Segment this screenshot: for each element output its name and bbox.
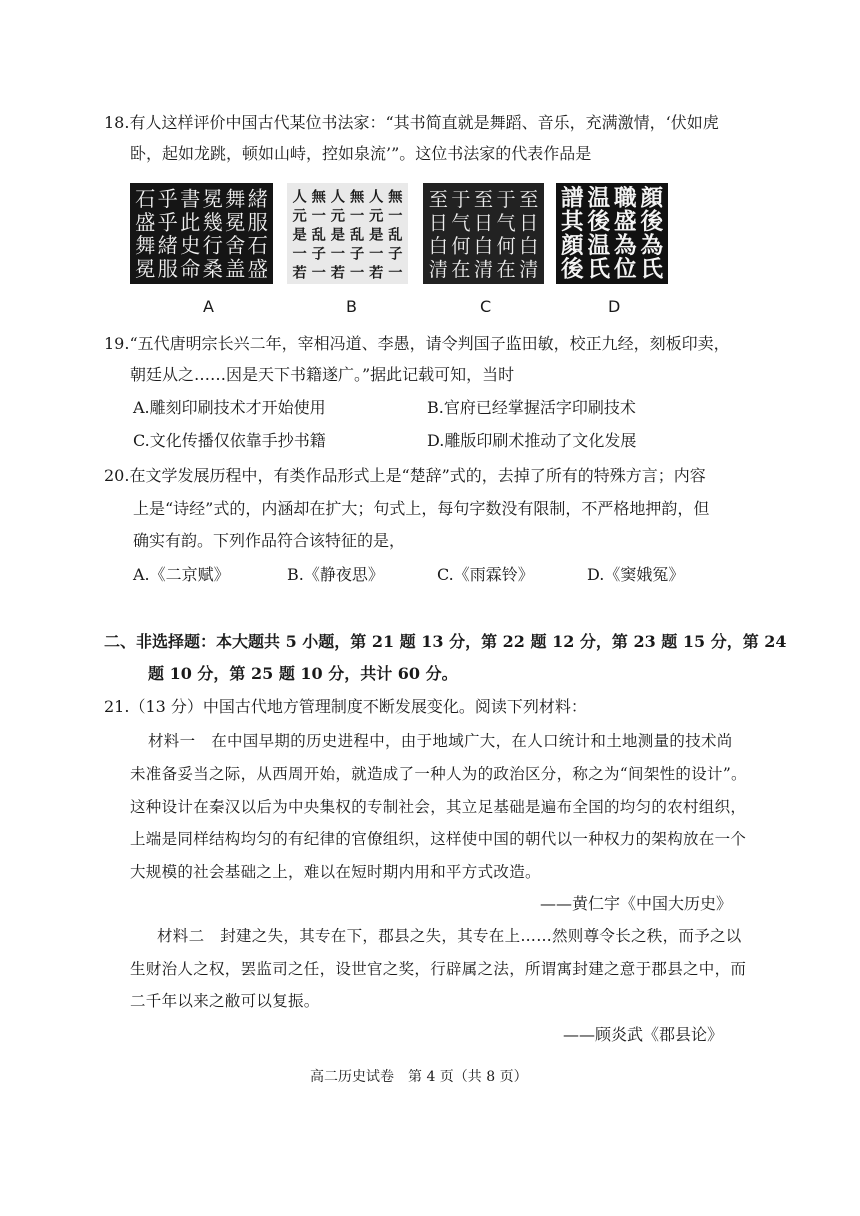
option-label-a: A (203, 297, 214, 316)
calligraphy-glyph: 何 (451, 234, 471, 258)
calligraphy-glyph: 人 (330, 189, 346, 206)
q19-stem-line1: 19.“五代唐明宗长兴二年，宰相冯道、李愚，请令判国子监田敏，校正九经，刻板印卖， (104, 334, 730, 353)
calligraphy-glyph: 乱 (349, 227, 365, 244)
calligraphy-glyph: 後 (560, 256, 584, 283)
calligraphy-image-b (287, 183, 408, 284)
calligraphy-glyph: 元 (330, 208, 346, 225)
calligraphy-glyph: 冕 (202, 187, 223, 212)
material2-line2: 生财治人之权，罢监司之任，设世官之奖，行辟属之法，所谓寓封建之意于郡县之中，而 (130, 960, 747, 978)
calligraphy-glyph: 一 (292, 246, 307, 263)
calligraphy-glyph: 清 (473, 257, 494, 281)
calligraphy-glyph: 白 (428, 234, 448, 258)
calligraphy-glyph: 冕 (225, 210, 246, 235)
calligraphy-glyph: 是 (330, 227, 346, 244)
calligraphy-glyph: 服 (157, 256, 178, 281)
calligraphy-glyph: 一 (388, 265, 403, 282)
calligraphy-glyph: 子 (349, 246, 365, 263)
calligraphy-glyph: 職 (613, 185, 637, 212)
calligraphy-glyph: 譜 (560, 185, 584, 212)
calligraphy-glyph: 桑 (202, 256, 223, 281)
calligraphy-glyph: 後 (640, 209, 664, 236)
calligraphy-glyph: 至 (428, 188, 448, 212)
section2-heading-line1: 二、非选择题：本大题共 5 小题，第 21 题 13 分，第 22 题 12 分，第 23 题 15 分，第 24 (104, 632, 787, 651)
calligraphy-glyph: 此 (180, 210, 201, 235)
calligraphy-glyph: 一 (388, 208, 403, 225)
calligraphy-image-c (423, 183, 544, 284)
option-label-c: C (480, 297, 492, 316)
calligraphy-glyph: 史 (180, 233, 201, 258)
material2-source: ——顾炎武《郡县论》 (563, 1025, 724, 1044)
calligraphy-glyph: 乎 (157, 210, 178, 235)
calligraphy-glyph: 乱 (311, 227, 326, 244)
calligraphy-glyph: 乎 (157, 187, 178, 212)
calligraphy-glyph: 是 (292, 227, 307, 244)
calligraphy-glyph: 舍 (225, 233, 246, 258)
calligraphy-glyph: 子 (311, 246, 326, 263)
calligraphy-glyph: 日 (428, 211, 448, 235)
calligraphy-glyph: 日 (473, 211, 494, 235)
calligraphy-glyph: 子 (388, 246, 403, 263)
calligraphy-glyph: 一 (311, 208, 326, 225)
q19-option-a: A.雕刻印刷技术才开始使用 (133, 398, 326, 417)
calligraphy-glyph: 顔 (640, 185, 664, 212)
calligraphy-glyph: 一 (311, 265, 326, 282)
calligraphy-glyph: 清 (428, 257, 448, 281)
option-label-d: D (608, 297, 621, 316)
material1-line2: 未准备妥当之际，从西周开始，就造成了一种人为的政治区分，称之为“间架性的设计”。 (130, 765, 747, 783)
calligraphy-glyph: 在 (451, 257, 471, 281)
calligraphy-glyph: 盛 (247, 256, 268, 281)
calligraphy-glyph: 是 (369, 227, 384, 244)
q20-option-b: B.《静夜思》 (287, 565, 384, 584)
q20-option-c: C.《雨霖铃》 (437, 565, 534, 584)
calligraphy-glyph: 為 (640, 232, 664, 259)
calligraphy-glyph: 盛 (613, 209, 637, 236)
calligraphy-glyph: 舞 (135, 233, 156, 258)
material1-line5: 大规模的社会基础之上，难以在短时期内用和平方式改造。 (130, 863, 541, 881)
q19-option-d: D.雕版印刷术推动了文化发展 (427, 431, 637, 450)
calligraphy-glyph: 幾 (202, 210, 223, 235)
calligraphy-glyph: 白 (473, 234, 494, 258)
page-footer: 高二历史试卷 第 4 页（共 8 页） (310, 1069, 528, 1085)
calligraphy-glyph: 温 (587, 185, 611, 212)
q21-intro: 21.（13 分）中国古代地方管理制度不断发展变化。阅读下列材料： (104, 697, 587, 716)
calligraphy-glyph: 後 (587, 209, 611, 236)
q19-stem-line2: 朝廷从之……因是天下书籍遂广。”据此记载可知，当时 (130, 365, 515, 384)
calligraphy-glyph: 其 (560, 209, 584, 236)
calligraphy-glyph: 元 (369, 208, 384, 225)
calligraphy-glyph: 行 (202, 233, 223, 258)
calligraphy-glyph: 人 (369, 189, 384, 206)
calligraphy-glyph: 冕 (135, 256, 156, 281)
calligraphy-glyph: 何 (496, 234, 516, 258)
calligraphy-glyph: 白 (519, 234, 539, 258)
calligraphy-glyph: 若 (292, 265, 307, 282)
material2-line1: 材料二 封建之失，其专在下，郡县之失，其专在上……然则尊令长之秩，而予之以 (157, 927, 742, 945)
calligraphy-glyph: 舞 (225, 187, 246, 212)
calligraphy-image-d (556, 183, 668, 284)
calligraphy-image-a (130, 183, 273, 284)
calligraphy-glyph: 至 (473, 188, 494, 212)
material1-line1: 材料一 在中国早期的历史进程中，由于地域广大，在人口统计和土地测量的技术尚 (148, 732, 733, 750)
calligraphy-glyph: 無 (388, 189, 403, 206)
calligraphy-glyph: 氏 (587, 256, 611, 283)
q20-stem-line2: 上是“诗经”式的，内涵却在扩大；句式上，每句字数没有限制，不严格地押韵，但 (133, 499, 710, 518)
calligraphy-glyph: 命 (180, 256, 201, 281)
section2-heading-line2: 题 10 分，第 25 题 10 分，共计 60 分。 (148, 664, 458, 683)
calligraphy-glyph: 盛 (135, 210, 156, 235)
q20-option-d: D.《窦娥冤》 (587, 565, 685, 584)
calligraphy-glyph: 書 (180, 187, 201, 212)
calligraphy-glyph: 無 (311, 189, 326, 206)
calligraphy-glyph: 元 (292, 208, 307, 225)
calligraphy-glyph: 無 (349, 189, 365, 206)
calligraphy-glyph: 一 (369, 246, 384, 263)
q20-stem-line1: 20.在文学发展历程中，有类作品形式上是“楚辞”式的，去掉了所有的特殊方言；内容 (104, 466, 706, 485)
calligraphy-glyph: 一 (330, 246, 346, 263)
calligraphy-glyph: 气 (451, 211, 471, 235)
calligraphy-glyph: 于 (451, 188, 471, 212)
calligraphy-glyph: 石 (135, 187, 156, 212)
calligraphy-glyph: 于 (496, 188, 516, 212)
calligraphy-glyph: 氏 (640, 256, 664, 283)
calligraphy-glyph: 石 (247, 233, 268, 258)
material1-source: ——黄仁宇《中国大历史》 (540, 894, 733, 913)
calligraphy-glyph: 顔 (560, 232, 584, 259)
calligraphy-glyph: 一 (349, 265, 365, 282)
material1-line4: 上端是同样结构均匀的有纪律的官僚组织，这样使中国的朝代以一种权力的架构放在一个 (130, 830, 747, 848)
calligraphy-glyph: 清 (519, 257, 539, 281)
material1-line3: 这种设计在秦汉以后为中央集权的专制社会，其立足基础是遍布全国的均匀的农村组织， (130, 798, 747, 816)
calligraphy-glyph: 位 (613, 256, 637, 283)
q20-stem-line3: 确实有韵。下列作品符合该特征的是， (133, 531, 406, 550)
calligraphy-glyph: 緒 (247, 187, 268, 212)
calligraphy-glyph: 气 (496, 211, 516, 235)
calligraphy-glyph: 人 (292, 189, 307, 206)
calligraphy-glyph: 温 (587, 232, 611, 259)
q18-stem-line1: 18.有人这样评价中国古代某位书法家：“其书简直就是舞蹈、音乐，充满激情，‘伏如虎 (104, 113, 719, 132)
calligraphy-glyph: 為 (613, 232, 637, 259)
q20-option-a: A.《二京赋》 (133, 565, 230, 584)
material2-line3: 二千年以来之敝可以复振。 (130, 992, 320, 1010)
calligraphy-glyph: 乱 (388, 227, 403, 244)
calligraphy-glyph: 一 (349, 208, 365, 225)
calligraphy-glyph: 日 (519, 211, 539, 235)
q19-option-b: B.官府已经掌握活字印刷技术 (427, 398, 636, 417)
calligraphy-glyph: 至 (519, 188, 539, 212)
calligraphy-glyph: 服 (247, 210, 268, 235)
q19-option-c: C.文化传播仅依靠手抄书籍 (133, 431, 326, 450)
calligraphy-glyph: 若 (330, 265, 346, 282)
calligraphy-glyph: 在 (496, 257, 516, 281)
calligraphy-glyph: 盖 (225, 256, 246, 281)
q18-stem-line2: 卧，起如龙跳，顿如山峙，控如泉流’”。这位书法家的代表作品是 (130, 144, 592, 163)
option-label-b: B (346, 297, 357, 316)
calligraphy-glyph: 若 (369, 265, 384, 282)
calligraphy-glyph: 緒 (157, 233, 178, 258)
